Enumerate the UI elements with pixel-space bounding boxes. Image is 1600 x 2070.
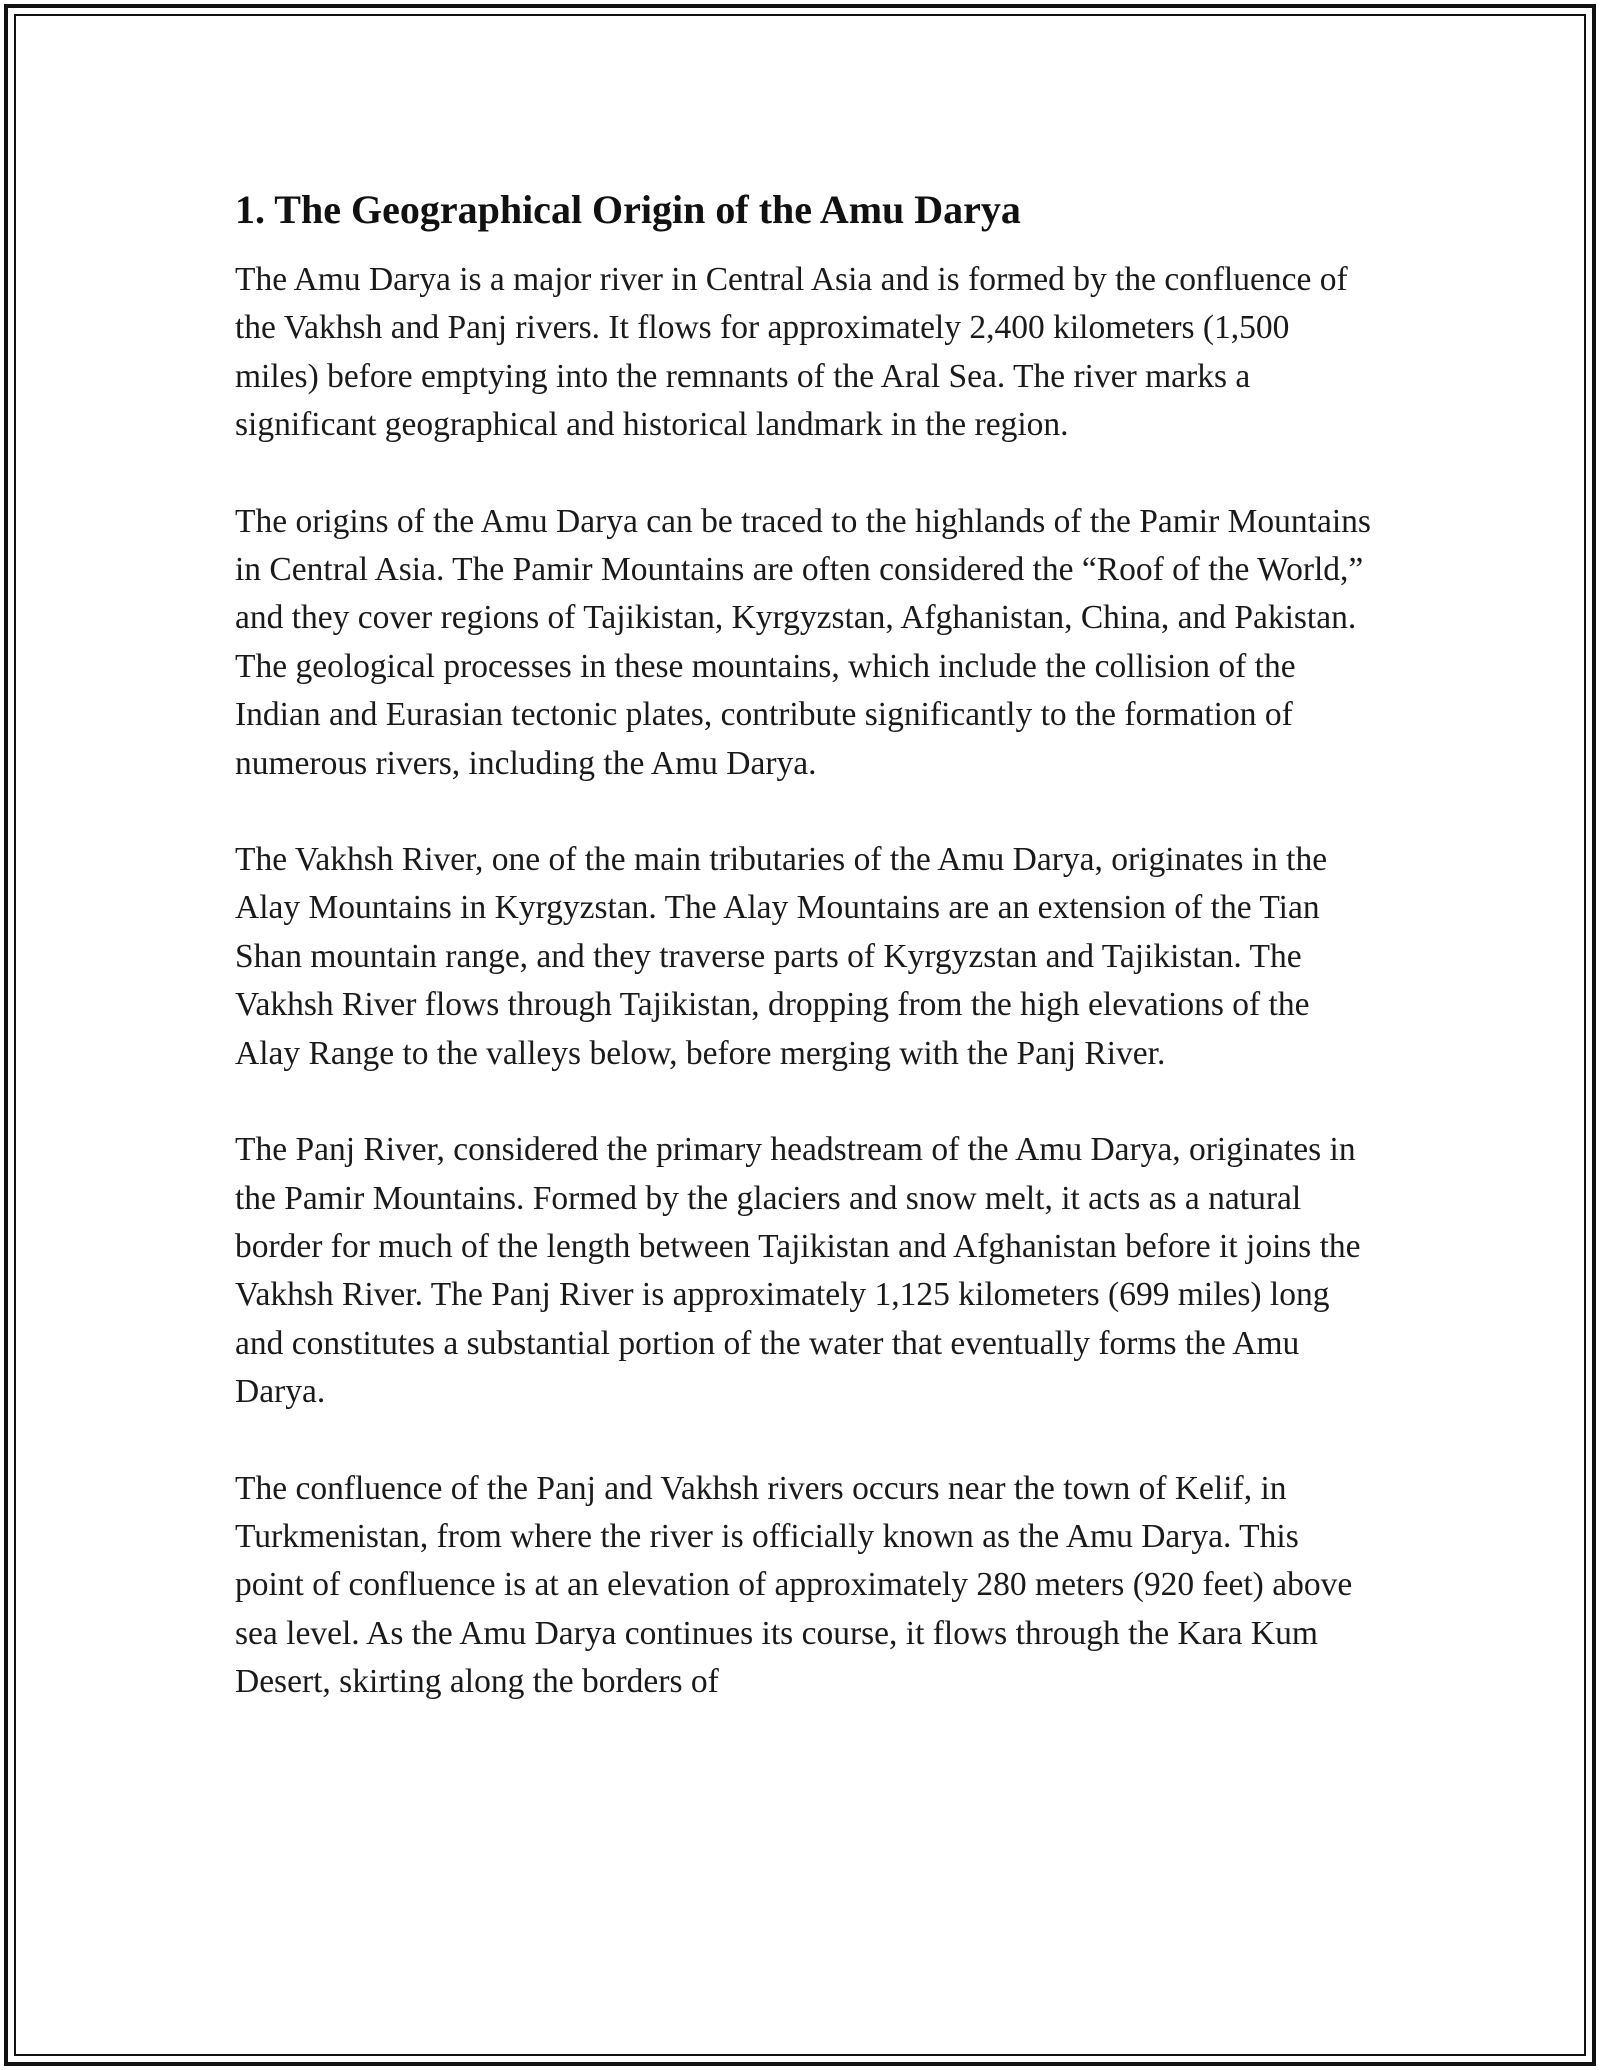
paragraph-confluence: The confluence of the Panj and Vakhsh rivers occurs near the town of Kelif, in Turkmenistan, from where the river is officially known as the Amu Darya. This point of confluence is at an elevation of approximately 280 meters (920 feet) above sea level. As the Amu Darya continues its course, it flows through the Kara Kum Desert, skirting along the borders of — [235, 1469, 1353, 1701]
paragraph-intro: The Amu Darya is a major river in Central Asia and is formed by the confluence of the Vakhsh and Panj rivers. It flows for approximately 2,400 kilometers (1,500 miles) before emptying into the remnants of the Aral Sea. The river marks a significant geographical and historical landmark in the region. — [235, 261, 1348, 444]
document-body — [235, 186, 1375, 1755]
section-title: 1. The Geographical Origin of the Amu Darya — [235, 187, 1021, 232]
paragraph-vakhsh-river: The Vakhsh River, one of the main tributaries of the Amu Darya, originates in the Alay Mountains in Kyrgyzstan. The Alay Mountains are an extension of the Tian Shan mountain range, and they traverse parts of Kyrgyzstan and Tajikistan. The Vakhsh River flows through Tajikistan, dropping from the high elevations of the Alay Range to the valleys below, before merging with the Panj River. — [235, 841, 1328, 1072]
paragraph-panj-river: The Panj River, considered the primary headstream of the Amu Darya, originates in the Pamir Mountains. Formed by the glaciers and snow melt, it acts as a natural border for much of the length between Tajikistan and Afghanistan before it joins the Vakhsh River. The Panj River is approximately 1,125 kilometers (699 miles) long and constitutes a substantial portion of the water that eventually forms the Amu Darya. — [235, 1131, 1361, 1411]
paragraph-pamir-origins: The origins of the Amu Darya can be traced to the highlands of the Pamir Mountains in Central Asia. The Pamir Mountains are often considered the “Roof of the World,” and they cover regions of Tajikistan, Kyrgyzstan, Afghanistan, China, and Pakistan. The geological processes in these mountains, which include the collision of the Indian and Eurasian tectonic plates, contribute significantly to the formation of numerous rivers, including the Amu Darya. — [235, 502, 1371, 782]
